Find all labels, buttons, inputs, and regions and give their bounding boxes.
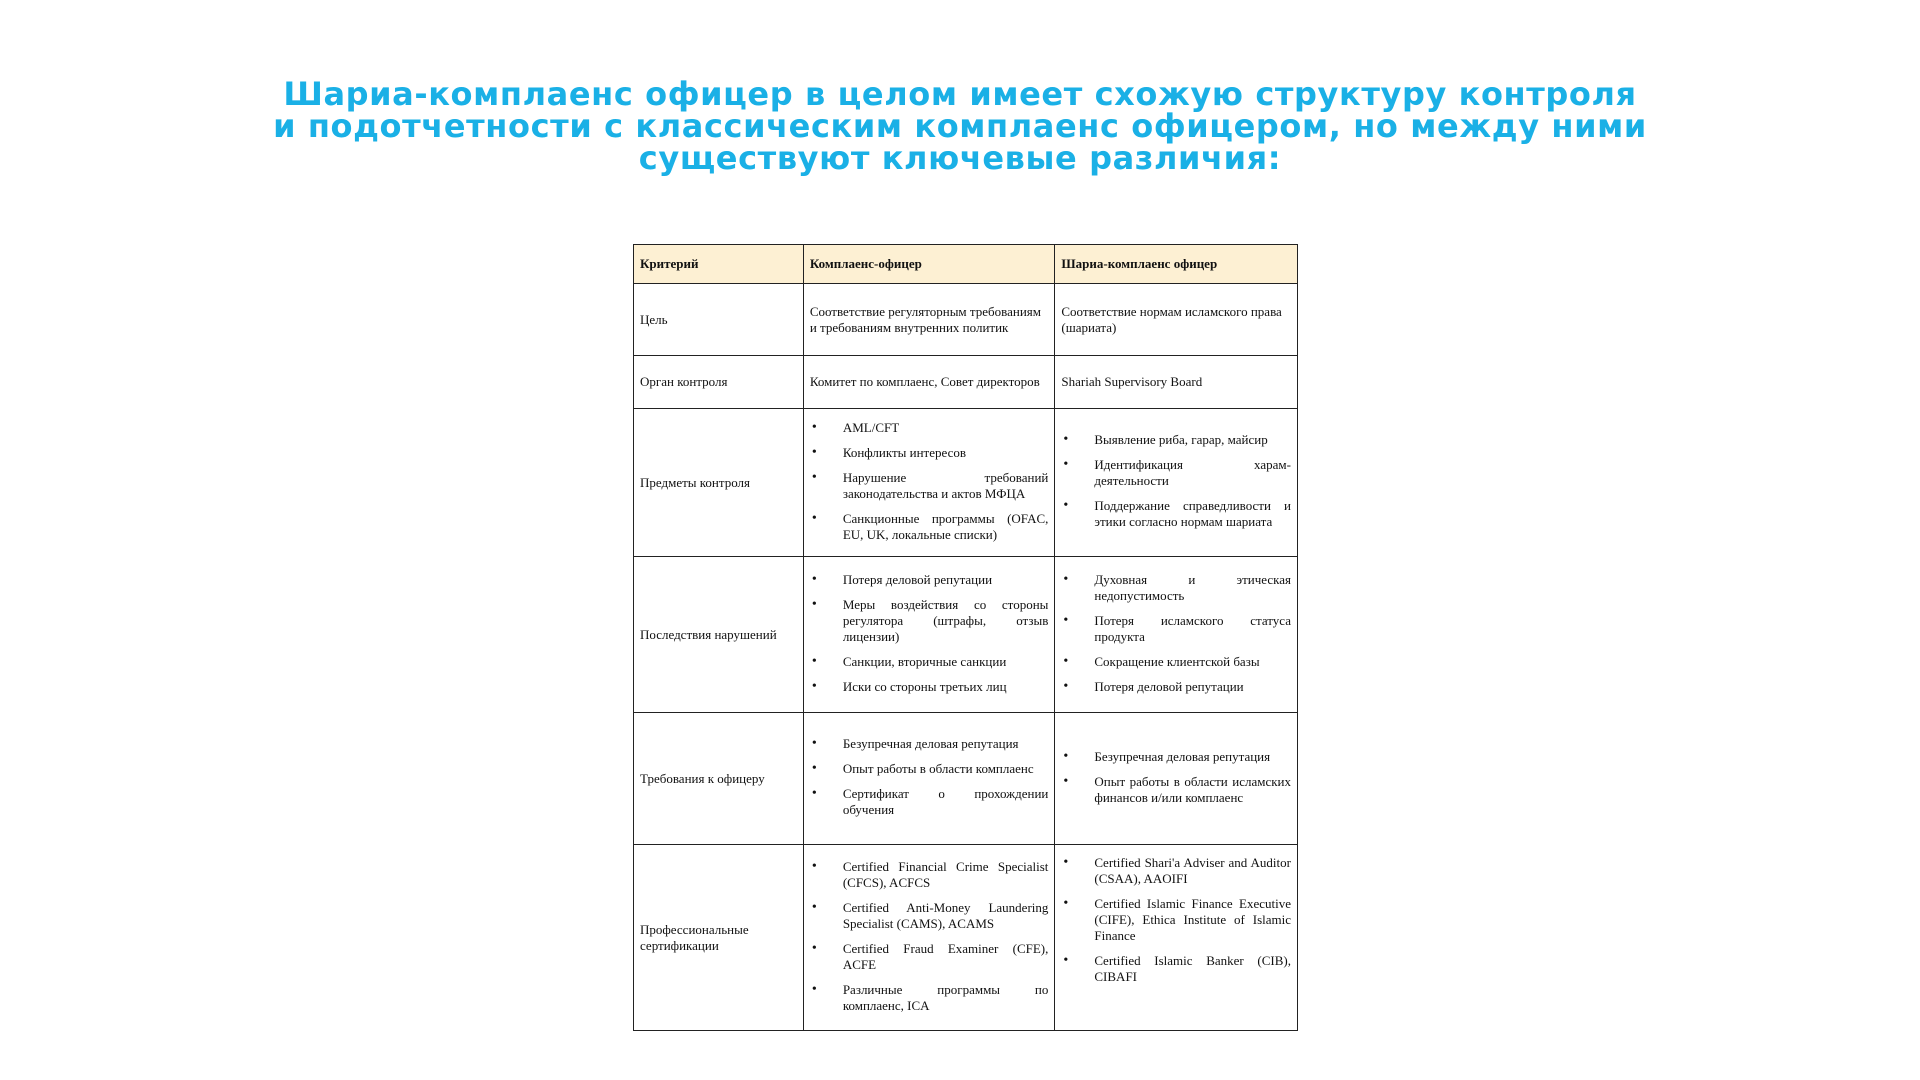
list-item: • Поддержание справедливости и этики согласно нормам шариата	[1061, 498, 1291, 530]
list-item: • Сертификат о прохождении обучения	[810, 786, 1049, 818]
list-item: • Санкции, вторичные санкции	[810, 654, 1049, 670]
list-item: • Опыт работы в области исламских финансов и/или комплаенс	[1061, 774, 1291, 806]
sharia-cell	[1055, 557, 1298, 713]
header-compliance-officer: Комплаенс-офицер	[803, 245, 1055, 284]
row-criterion: Орган контроля	[634, 356, 804, 409]
table-row	[634, 845, 1298, 1031]
list-item: • Безупречная деловая репутация	[810, 736, 1049, 752]
header-criterion: Критерий	[634, 245, 804, 284]
bullet-list	[810, 420, 1049, 543]
header-sharia-compliance-officer: Шариа-комплаенс офицер	[1055, 245, 1298, 284]
comparison-table	[633, 244, 1298, 1031]
sharia-cell	[1055, 845, 1298, 1031]
list-item: • Безупречная деловая репутация	[1061, 749, 1291, 765]
bullet-list	[810, 859, 1049, 1014]
slide-title-line-1: Шариа-комплаенс офицер в целом имеет схожую структуру контроля	[283, 75, 1637, 113]
bullet-list	[1061, 432, 1291, 530]
table-row	[634, 557, 1298, 713]
row-criterion: Профессиональные сертификации	[634, 845, 804, 1031]
bullet-list	[1061, 572, 1291, 695]
list-item: • Потеря исламского статуса продукта	[1061, 613, 1291, 645]
list-item: • Иски со стороны третьих лиц	[810, 679, 1049, 695]
compliance-cell: Соответствие регуляторным требованиям и требованиям внутренних политик	[803, 284, 1055, 356]
list-item: • Потеря деловой репутации	[1061, 679, 1291, 695]
list-item: • Санкционные программы (OFAC, EU, UK, локальные списки)	[810, 511, 1049, 543]
row-criterion: Цель	[634, 284, 804, 356]
bullet-list	[810, 736, 1049, 818]
list-item: • Certified Shari'a Adviser and Auditor (CSAA), AAOIFI	[1061, 855, 1291, 887]
slide-title-line-3: существуют ключевые различия:	[638, 139, 1282, 177]
slide-title-line-2: и подотчетности с классическим комплаенс офицером, но между ними	[273, 107, 1647, 145]
table-header-row	[634, 245, 1298, 284]
sharia-cell	[1055, 713, 1298, 845]
list-item: • Выявление риба, гарар, майсир	[1061, 432, 1291, 448]
row-criterion: Требования к офицеру	[634, 713, 804, 845]
compliance-cell	[803, 713, 1055, 845]
sharia-cell: Соответствие нормам исламского права (шариата)	[1055, 284, 1298, 356]
table-row	[634, 284, 1298, 356]
list-item: • Конфликты интересов	[810, 445, 1049, 461]
list-item: • Certified Anti-Money Laundering Specialist (CAMS), ACAMS	[810, 900, 1049, 932]
bullet-list	[1061, 855, 1291, 985]
slide-title	[160, 75, 1760, 177]
list-item: • Меры воздействия со стороны регулятора (штрафы, отзыв лицензии)	[810, 597, 1049, 645]
list-item: • Опыт работы в области комплаенс	[810, 761, 1049, 777]
list-item: • Потеря деловой репутации	[810, 572, 1049, 588]
compliance-cell	[803, 557, 1055, 713]
list-item: • Сокращение клиентской базы	[1061, 654, 1291, 670]
list-item: • Certified Islamic Finance Executive (CIFE), Ethica Institute of Islamic Finance	[1061, 896, 1291, 944]
bullet-list	[1061, 749, 1291, 806]
row-criterion: Последствия нарушений	[634, 557, 804, 713]
list-item: • Нарушение требований законодательства и актов МФЦА	[810, 470, 1049, 502]
compliance-cell: Комитет по комплаенс, Совет директоров	[803, 356, 1055, 409]
table-row	[634, 356, 1298, 409]
sharia-cell: Shariah Supervisory Board	[1055, 356, 1298, 409]
table-row	[634, 713, 1298, 845]
bullet-list	[810, 572, 1049, 695]
list-item: • Certified Islamic Banker (CIB), CIBAFI	[1061, 953, 1291, 985]
sharia-cell	[1055, 409, 1298, 557]
list-item: • Духовная и этическая недопустимость	[1061, 572, 1291, 604]
list-item: • Идентификация харам-деятельности	[1061, 457, 1291, 489]
row-criterion: Предметы контроля	[634, 409, 804, 557]
compliance-cell	[803, 845, 1055, 1031]
list-item: • Различные программы по комплаенс, ICA	[810, 982, 1049, 1014]
list-item: • Certified Fraud Examiner (CFE), ACFE	[810, 941, 1049, 973]
list-item: • Certified Financial Crime Specialist (CFCS), ACFCS	[810, 859, 1049, 891]
table-row	[634, 409, 1298, 557]
compliance-cell	[803, 409, 1055, 557]
list-item: • AML/CFT	[810, 420, 1049, 436]
